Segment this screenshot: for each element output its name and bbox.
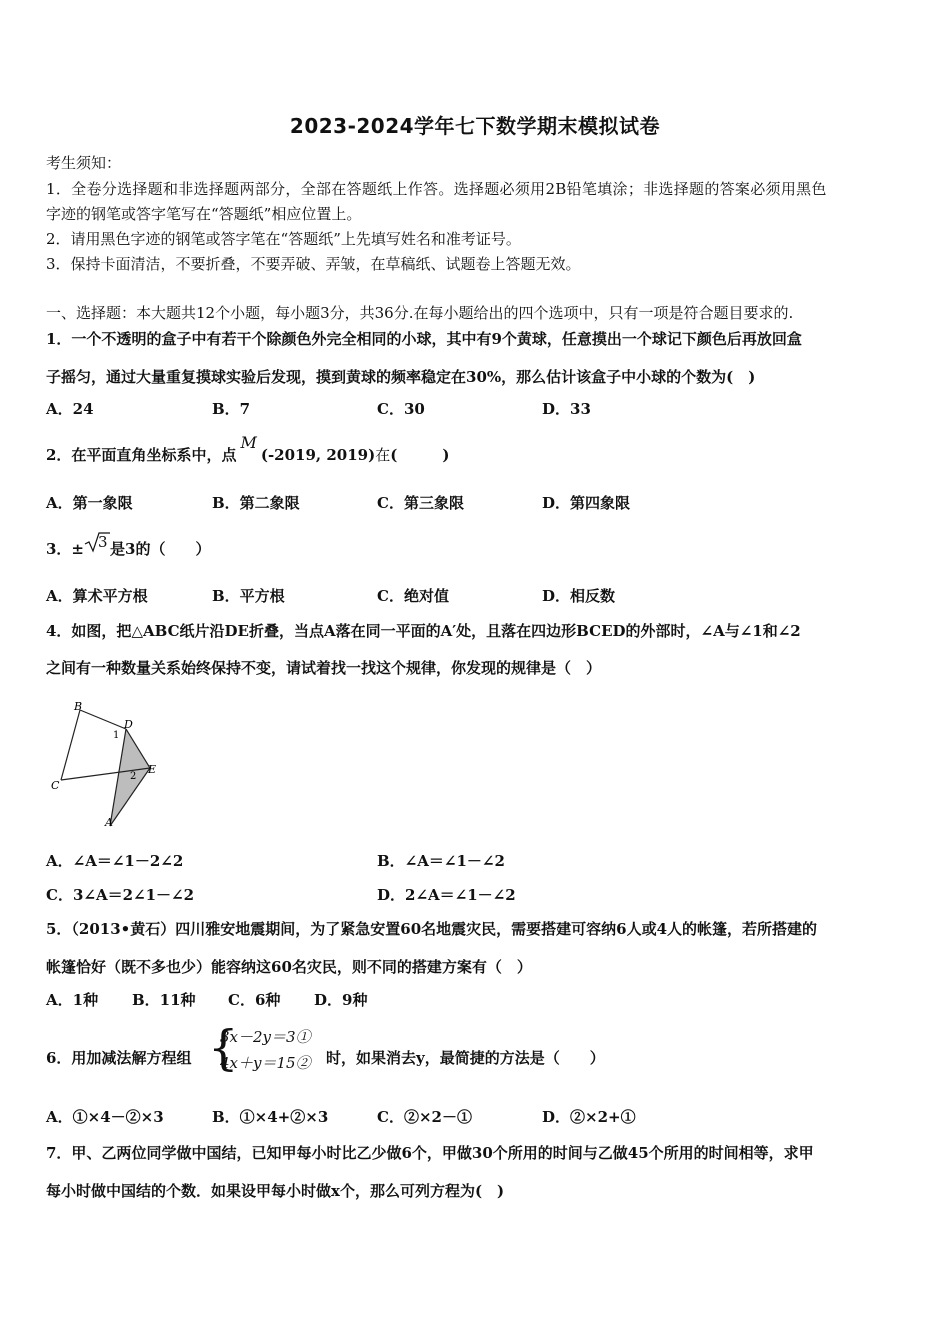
q1-line1: 1．一个不透明的盒子中有若干个除颜色外完全相同的小球，其中有9个黄球，任意摸出一个球记下颜色后再放回盒	[46, 330, 802, 348]
q4-line2: 之间有一种数量关系始终保持不变，请试着找一找这个规律，你发现的规律是（ ）	[46, 659, 602, 677]
q2-option-a[interactable]: A．第一象限	[46, 494, 133, 512]
q7-line1: 7．甲、乙两位同学做中国结，已知甲每小时比乙少做6个，甲做30个所用的时间与乙做45个所用的时间相等，求甲	[46, 1144, 814, 1162]
q6-eq1: 3x－2y＝3①	[220, 1028, 311, 1046]
q6-option-a[interactable]: A．①×4－②×3	[46, 1108, 164, 1126]
q5-option-d[interactable]: D．9种	[314, 991, 368, 1009]
notice-item: 1．全卷分选择题和非选择题两部分，全部在答题纸上作答。选择题必须用2B铅笔填涂；非选择题的答案必须用黑色	[46, 180, 827, 198]
notice-item: 2．请用黑色字迹的钢笔或答字笔在“答题纸”上先填写姓名和准考证号。	[46, 230, 521, 248]
notice-item: 3．保持卡面清洁，不要折叠，不要弄破、弄皱，在草稿纸、试题卷上答题无效。	[46, 255, 581, 273]
q3-stem	[46, 533, 211, 561]
page-title: 2023-2024学年七下数学期末模拟试卷	[289, 114, 661, 138]
q1-option-a[interactable]: A．24	[46, 400, 94, 418]
q3-option-d[interactable]: D．相反数	[542, 587, 616, 605]
q3-radicand: 3	[98, 533, 108, 551]
label-a: A	[105, 816, 113, 829]
notice-heading: 考生须知：	[46, 154, 122, 172]
q2-point: M	[240, 433, 257, 452]
q4-option-c[interactable]: C．3∠A＝2∠1－∠2	[46, 886, 195, 904]
q4-option-a[interactable]: A．∠A＝∠1－2∠2	[46, 852, 184, 870]
q1-option-b[interactable]: B．7	[212, 400, 251, 418]
label-c: C	[51, 779, 60, 792]
q3-suffix: 是3的（ ）	[110, 540, 211, 558]
q5-option-a[interactable]: A．1种	[46, 991, 99, 1009]
q6-option-c[interactable]: C．②×2－①	[377, 1108, 472, 1126]
q2-suffix-light: 在	[375, 446, 391, 464]
q5-option-c[interactable]: C．6种	[228, 991, 281, 1009]
q1-option-c[interactable]: C．30	[377, 400, 425, 418]
system-brace: {	[208, 1020, 239, 1076]
q5-option-b[interactable]: B．11种	[132, 991, 196, 1009]
q3-option-a[interactable]: A．算术平方根	[46, 587, 148, 605]
q6-option-b[interactable]: B．①×4+②×3	[212, 1108, 329, 1126]
q2-stem	[46, 433, 450, 465]
q5-line1: 5．（2013•黄石）四川雅安地震期间，为了紧急安置60名地震灾民，需要搭建可容纳6人或4人的帐篷，若所搭建的	[46, 920, 818, 938]
label-e: E	[148, 763, 157, 776]
q4-figure	[44, 698, 174, 830]
q6-prefix: 6．用加减法解方程组	[46, 1049, 192, 1067]
q2-option-c[interactable]: C．第三象限	[377, 494, 464, 512]
q3-option-b[interactable]: B．平方根	[212, 587, 285, 605]
q6-equation-system	[208, 1022, 326, 1078]
q5-line2: 帐篷恰好（既不多也少）能容纳这60名灾民，则不同的搭建方案有（ ）	[46, 958, 532, 976]
label-d: D	[124, 718, 133, 731]
q6-suffix: 时，如果消去y，最简捷的方法是（ ）	[326, 1049, 605, 1067]
q3-prefix: 3．±	[46, 540, 85, 558]
q1-line2: 子摇匀，通过大量重复摸球实验后发现，摸到黄球的频率稳定在30%，那么估计该盒子中小球的个数为( )	[46, 368, 756, 386]
segment-bc	[61, 710, 80, 780]
q2-option-d[interactable]: D．第四象限	[542, 494, 631, 512]
q2-option-b[interactable]: B．第二象限	[212, 494, 300, 512]
q2-suffix: ( )	[390, 446, 450, 464]
q4-option-b[interactable]: B．∠A＝∠1－∠2	[377, 852, 505, 870]
q2-coords: (-2019, 2019)	[260, 446, 376, 464]
q1-option-d[interactable]: D．33	[542, 400, 591, 418]
notice-item: 字迹的钢笔或答字笔写在“答题纸”相应位置上。	[46, 205, 362, 223]
segment-bd	[80, 710, 126, 729]
label-b: B	[74, 700, 83, 713]
section-header: 一、选择题：本大题共12个小题，每小题3分，共36分.在每小题给出的四个选项中，只有一项是符合题目要求的.	[46, 304, 794, 322]
q6-option-d[interactable]: D．②×2+①	[542, 1108, 636, 1126]
label-2: 2	[130, 771, 137, 782]
sqrt-symbol	[84, 531, 110, 553]
label-1: 1	[113, 730, 120, 741]
q2-prefix: 2．在平面直角坐标系中，点	[46, 446, 237, 464]
q4-option-d[interactable]: D．2∠A＝∠1－∠2	[377, 886, 516, 904]
q3-option-c[interactable]: C．绝对值	[377, 587, 449, 605]
q4-line1: 4．如图，把△ABC纸片沿DE折叠，当点A落在同一平面的A′处，且落在四边形BCED的外部时，∠A与∠1和∠2	[46, 622, 801, 640]
q6-eq2: 4x＋y＝15②	[220, 1054, 311, 1072]
q7-line2: 每小时做中国结的个数．如果设甲每小时做x个，那么可列方程为( )	[46, 1182, 505, 1200]
